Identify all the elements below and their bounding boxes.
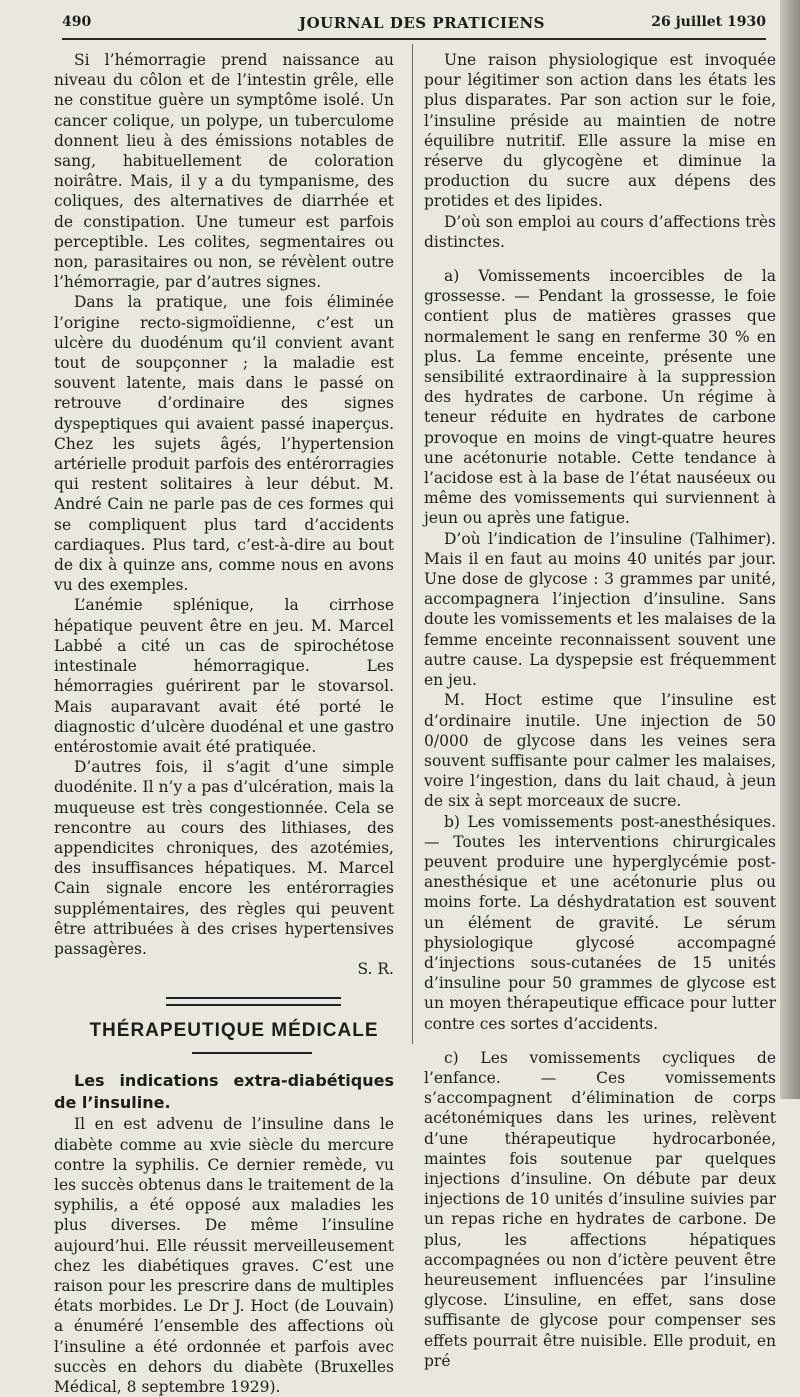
page-edge-shadow	[780, 0, 800, 1099]
paragraph: D’où son emploi au cours d’affections très distinctes.	[424, 212, 776, 251]
paragraph: a) Vomissements incoercibles de la grossesse. — Pendant la grossesse, le foie contient plus de matières grasses que normalement le sang en renferme 30 % en plus. La femme enceinte, présente une sensibilité extraordinaire à la suppression des hydrates de carbone. Un régime à teneur réduite en hydrates de carbone provoque en moins de vingt-quatre heures une acétonurie notable. Cette tendance à l’acidose est à la base de l’état nauséeux ou même des vomissements qui surviennent à jeun ou après une fatigue.	[424, 267, 776, 528]
paragraph: D’où l’indication de l’insuline (Talhimer). Mais il en faut au moins 40 unités par jour. Une dose de glycose : 3 grammes par unité, accompagnera l’injection d’insuline. Sans doute les vomissements et les malaises de la femme enceinte reconnaissent souvent une autre cause. La dyspepsie est fréquemment en jeu.	[424, 529, 776, 690]
paragraph: Il en est advenu de l’insuline dans le diabète comme au xvie siècle du mercure contre la syphilis. Ce dernier remède, vu les succès obtenus dans le traitement de la syphilis, a été opposé aux maladies les plus diverses. De même l’insuline aujourd’hui. Elle réussit merveilleusement chez les diabétiques graves. C’est une raison pour les prescrire dans de multiples états morbides. Le Dr J. Hoct (de Louvain) a énuméré l’ensemble des affections où l’insuline a été ordonnée et parfois avec succès en dehors du diabète (Bruxelles Médical, 8 septembre 1929).	[54, 1115, 394, 1396]
section-title: THÉRAPEUTIQUE MÉDICALE	[89, 1020, 379, 1042]
paragraph: Une raison physiologique est invoquée pour légitimer son action dans les états les plus disparates. Par son action sur le foie, l’insuline préside au maintien de notre équilibre nutritif. Elle assure la mise en réserve du glycogène et diminue la production du sucre aux dépens des protides et des lipides.	[424, 51, 776, 211]
right-column	[424, 50, 776, 1371]
page-header	[62, 14, 782, 36]
section-divider	[166, 997, 341, 1006]
paragraph: c) Les vomissements cycliques de l’enfance. — Ces vomissements s’accompagnent d’élimination de corps acétonémiques dans les urines, relèvent d’une thérapeutique hydrocarbonée, maintes fois soutenue par quelques injections d’insuline. On débute par deux injections de 10 unités d’insuline suivies par un repas riche en hydrates de carbone. De plus, les affections hépatiques accompagnées ou non d’ictère peuvent être heureusement influencées par l’insuline glycose. L’insuline, en effet, sans dose suffisante de glycose pour compenser ses effets pourrait être nuisible. Elle produit, en pré	[424, 1048, 776, 1370]
paragraph: Si l’hémorragie prend naissance au niveau du côlon et de l’intestin grêle, elle ne constitue guère un symptôme isolé. Un cancer colique, un polype, un tuberculome donnent lieu à des émissions notables de sang, habituellement de coloration noirâtre. Mais, il y a du tympanisme, des coliques, des alternatives de diarrhée et de constipation. Une tumeur est parfois perceptible. Les colites, segmentaires ou non, parasitaires ou non, se révèlent outre l’hémorragie, par d’autres signes.	[54, 51, 394, 292]
article-subtitle: Les indications extra-diabétiques de l’insuline.	[54, 1071, 394, 1113]
journal-title: JOURNAL DES PRATICIENS	[299, 14, 545, 32]
column-divider	[412, 44, 413, 1044]
left-column	[54, 50, 394, 1397]
page-number: 490	[62, 14, 92, 30]
author-signature: S. R.	[357, 960, 394, 979]
title-underline	[192, 1052, 312, 1054]
issue-date: 26 juillet 1930	[651, 14, 766, 30]
paragraph: M. Hoct estime que l’insuline est d’ordinaire inutile. Une injection de 50 0/000 de glycose dans les veines sera souvent suffisante pour calmer les malaises, voire l’ingestion, dans du lait chaud, à jeun de six à sept morceaux de sucre.	[424, 691, 776, 811]
paragraph: L’anémie splénique, la cirrhose hépatique peuvent être en jeu. M. Marcel Labbé a cité un cas de spirochétose intestinale hémorragique. Les hémorragies guérirent par le stovarsol. Mais auparavant avait été porté le diagnostic d’ulcère duodénal et une gastro entérostomie avait été pratiquée.	[54, 596, 394, 756]
paragraph: Dans la pratique, une fois éliminée l’origine recto-sigmoïdienne, c’est un ulcère du duodénum qu’il convient avant tout de soupçonner ; la maladie est souvent latente, mais dans le passé on retrouve d’ordinaire des signes dyspeptiques qui avaient passé inaperçus. Chez les sujets âgés, l’hypertension artérielle produit parfois des entérorragies qui restent solitaires à leur début. M. André Cain ne parle pas de ces formes qui se compliquent plus tard d’accidents cardiaques. Plus tard, c’est-à-dire au bout de dix à quinze ans, comme nous en avons vu des exemples.	[54, 293, 394, 595]
paragraph: D’autres fois, il s’agit d’une simple duodénite. Il n’y a pas d’ulcération, mais la muqueuse est très congestionnée. Cela se rencontre au cours des lithiases, des appendicites chroniques, des azotémies, des insuffisances hépatiques. M. Marcel Cain signale encore les entérorragies supplémentaires, des règles qui peuvent être attribuées à des crises hypertensives passagères.	[54, 758, 394, 958]
paragraph: b) Les vomissements post-anesthésiques. — Toutes les interventions chirurgicales peuvent produire une hyperglycémie post-anesthésique et une acétonurie plus ou moins forte. La déshydratation est souvent un élément de gravité. Le sérum physiologique glycosé accompagné d’injections sous-cutanées de 15 unités d’insuline pour 50 grammes de glycose est un moyen thérapeutique efficace pour lutter contre ces sortes d’accidents.	[424, 812, 776, 1033]
header-rule	[62, 38, 766, 40]
